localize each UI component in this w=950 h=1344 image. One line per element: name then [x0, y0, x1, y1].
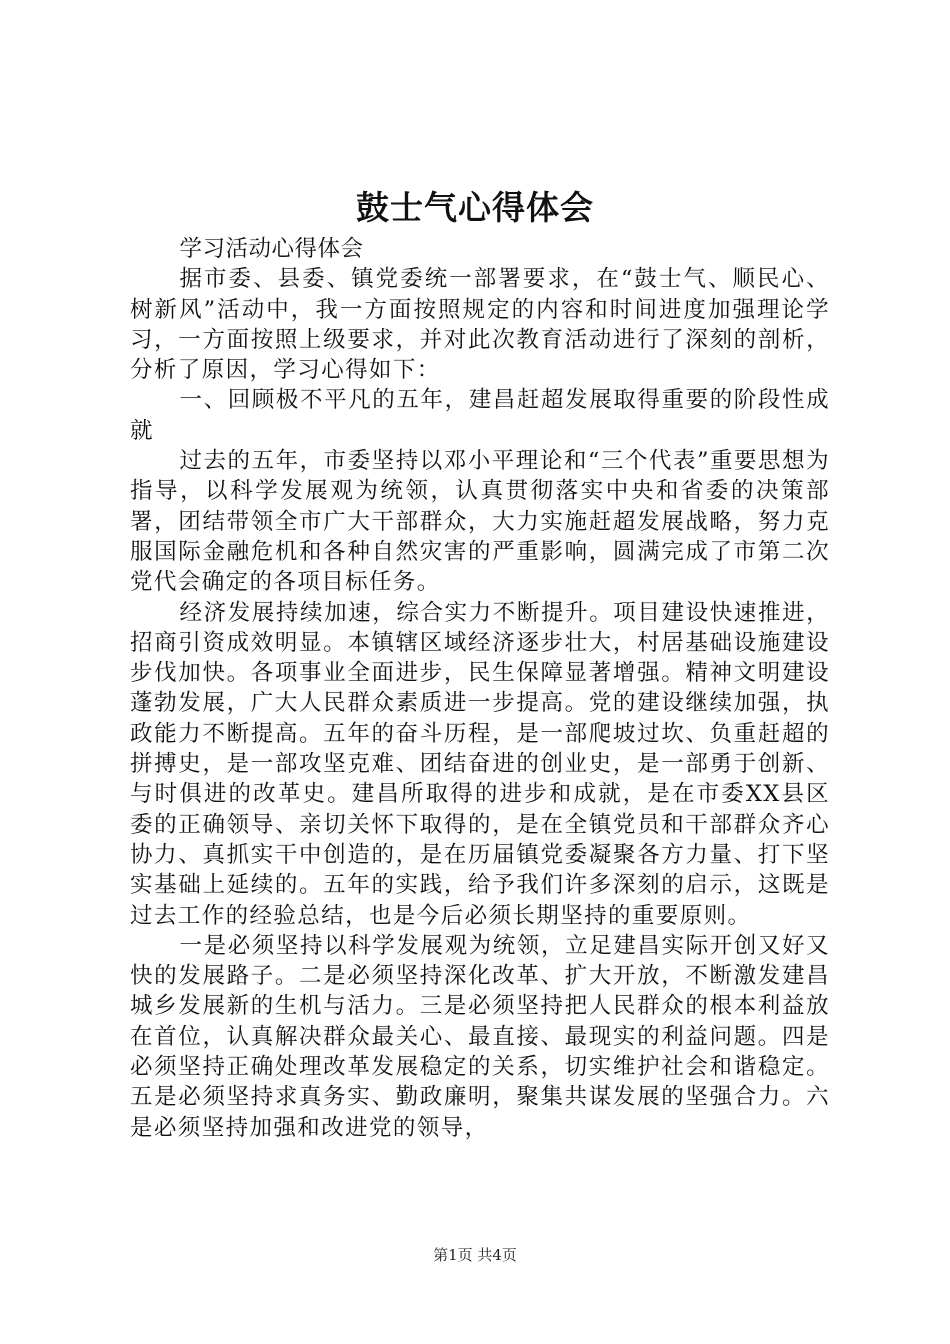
paragraph-past-five-years: 过去的五年，市委坚持以邓小平理论和“三个代表”重要思想为指导，以科学发展观为统领，认真贯彻落实中央和省委的决策部署，团结带领全市广大干部群众，大力实施赶超发展战略，努力克服国际金融危机和各种自然灾害的严重影响，圆满完成了市第二次党代会确定的各项目标任务。: [130, 448, 830, 596]
paragraph-intro: 据市委、县委、镇党委统一部署要求，在“鼓士气、顺民心、树新风”活动中，我一方面按照规定的内容和时间进度加强理论学习，一方面按照上级要求，并对此次教育活动进行了深刻的剖析，分析了原因，学习心得如下：: [130, 266, 830, 384]
paragraph-subtitle: 学习活动心得体会: [179, 236, 364, 262]
paragraph-principles: 一是必须坚持以科学发展观为统领，立足建昌实际开创又好又快的发展路子。二是必须坚持深化改革、扩大开放，不断激发建昌城乡发展新的生机与活力。三是必须坚持把人民群众的根本利益放在首位，认真解决群众最关心、最直接、最现实的利益问题。四是必须坚持正确处理改革发展稳定的关系，切实维护社会和谐稳定。五是必须坚持求真务实、勤政廉明，聚集共谋发展的坚强合力。六是必须坚持加强和改进党的领导，: [130, 932, 830, 1141]
document-title: 鼓士气心得体会: [356, 188, 594, 227]
paragraph-section-heading: 一、回顾极不平凡的五年，建昌赶超发展取得重要的阶段性成就: [130, 387, 830, 444]
paragraph-economic-development: 经济发展持续加速，综合实力不断提升。项目建设快速推进，招商引资成效明显。本镇辖区域经济逐步壮大，村居基础设施建设步伐加快。各项事业全面进步，民生保障显著增强。精神文明建设蓬勃发展，广大人民群众素质进一步提高。党的建设继续加强，执政能力不断提高。五年的奋斗历程，是一部爬坡过坎、负重赶超的拼搏史，是一部攻坚克难、团结奋进的创业史，是一部勇于创新、与时俱进的改革史。建昌所取得的进步和成就，是在市委XX县区委的正确领导、亲切关怀下取得的，是在全镇党员和干部群众齐心协力、真抓实干中创造的，是在历届镇党委凝聚各方力量、打下坚实基础上延续的。五年的实践，给予我们许多深刻的启示，这既是过去工作的经验总结，也是今后必须长期坚持的重要原则。: [130, 599, 830, 929]
page-footer: 第1页 共4页: [433, 1246, 517, 1264]
document-body: [130, 234, 830, 1143]
